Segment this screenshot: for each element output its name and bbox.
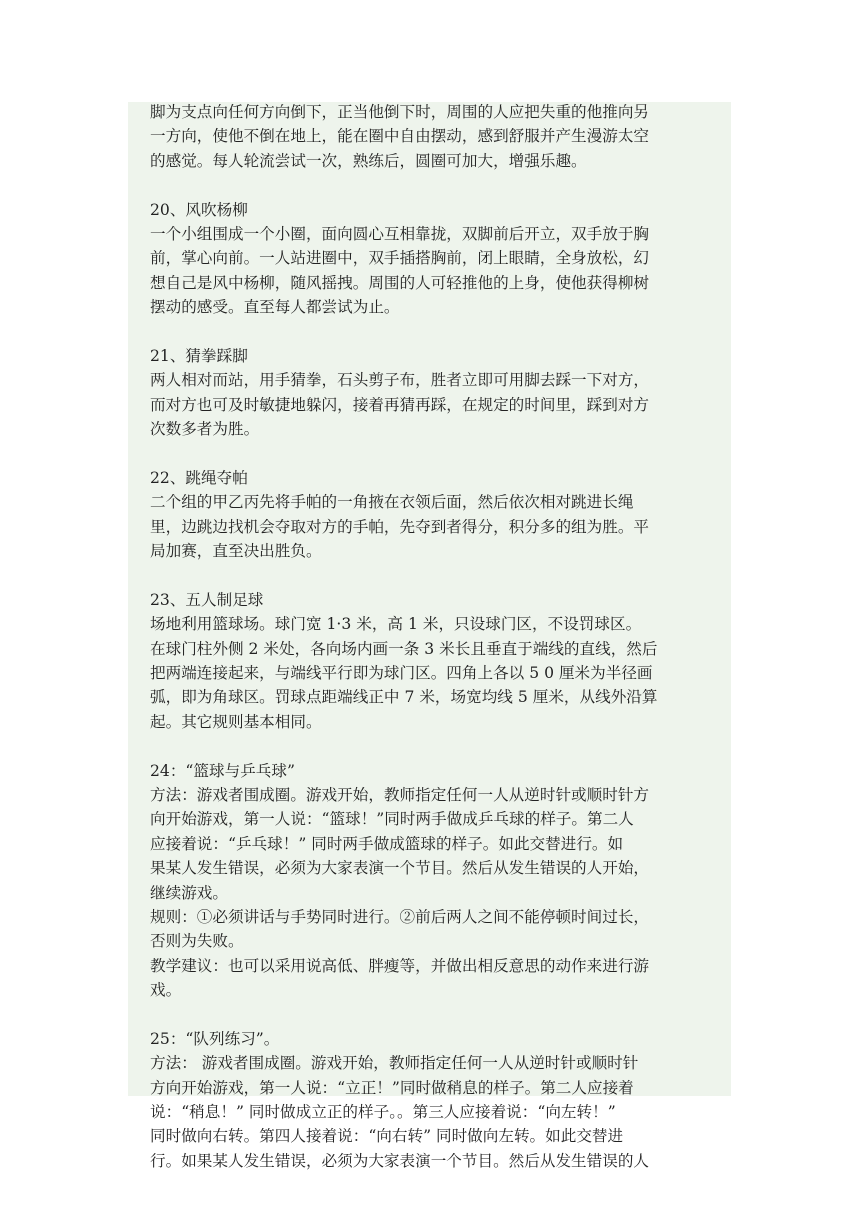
text-line: 21、猜拳踩脚 [150, 346, 248, 365]
text-line: 一方向，使他不倒在地上，能在圈中自由摆动，感到舒服并产生漫游太空 [150, 127, 650, 146]
text-line: 次数多者为胜。 [150, 420, 260, 439]
text-line: 前，掌心向前。一人站进圈中，双手插搭胸前，闭上眼睛，全身放松，幻 [150, 249, 650, 268]
text-line: 而对方也可及时敏捷地躲闪，接着再猜再踩，在规定的时间里，踩到对方 [150, 395, 650, 414]
text-line: 在球门柱外侧 2 米处，各向场内画一条 3 米长且垂直于端线的直线，然后 [150, 639, 658, 658]
text-line: 25：“队列练习”。 [150, 1029, 280, 1048]
text-line: 起。其它规则基本相同。 [150, 712, 322, 731]
text-line: 继续游戏。 [150, 883, 228, 902]
text-line: 22、跳绳夺帕 [150, 468, 248, 487]
text-line: 摆动的感受。直至每人都尝试为止。 [150, 298, 400, 317]
text-line: 果某人发生错误，必须为大家表演一个节目。然后从发生错误的人开始， [150, 859, 650, 878]
text-line: 场地利用篮球场。球门宽 1·3 米，高 1 米，只设球门区，不设罚球区。 [150, 615, 642, 634]
text-line: 23、五人制足球 [150, 590, 264, 609]
text-line: 否则为失败。 [150, 932, 244, 951]
text-line: 的感觉。每人轮流尝试一次，熟练后，圆圈可加大，增强乐趣。 [150, 151, 587, 170]
blank-line [150, 441, 722, 465]
text-line: 同时做向右转。第四人接着说：“向右转” 同时做向左转。如此交替进 [150, 1127, 624, 1146]
text-line: 方向开始游戏，第一人说：“立正！”同时做稍息的样子。第二人应接着 [150, 1078, 634, 1097]
text-line: 二个组的甲乙丙先将手帕的一角掖在衣领后面，然后依次相对跳进长绳 [150, 493, 634, 512]
blank-line [150, 1002, 722, 1026]
text-line: 方法： 游戏者围成圈。游戏开始，教师指定任何一人从逆时针或顺时针 [150, 1054, 639, 1073]
text-line: 想自己是风中杨柳，随风摇拽。周围的人可轻推他的上身，使他获得柳树 [150, 273, 650, 292]
text-line: 一个小组围成一个小圈，面向圆心互相靠拢，双脚前后开立，双手放于胸 [150, 224, 650, 243]
text-line: 戏。 [150, 981, 182, 1000]
text-line: 规则：①必须讲话与手势同时进行。②前后两人之间不能停顿时间过长， [150, 907, 650, 926]
blank-line [150, 320, 722, 344]
blank-line [150, 173, 722, 197]
text-line: 应接着说：“乒乓球！” 同时两手做成篮球的样子。如此交替进行。如 [150, 834, 624, 853]
text-line: 向开始游戏，第一人说：“篮球！”同时两手做成乒乓球的样子。第二人 [150, 810, 634, 829]
text-line: 两人相对而站，用手猜拳，石头剪子布，胜者立即可用脚去踩一下对方， [150, 371, 650, 390]
text-line: 说：“稍息！” 同时做成立正的样子。。第三人应接着说：“向左转！” [150, 1103, 616, 1122]
text-line: 脚为支点向任何方向倒下，正当他倒下时，周围的人应把失重的他推向另 [150, 103, 650, 121]
text-line: 教学建议：也可以采用说高低、胖瘦等，并做出相反意思的动作来进行游 [150, 956, 650, 975]
text-line: 弧，即为角球区。罚球点距端线正中 7 米，场宽均线 5 厘米，从线外沿算 [150, 688, 658, 707]
blank-line [150, 734, 722, 758]
text-line: 把两端连接起来，与端线平行即为球门区。四角上各以 5 0 厘米为半径画 [150, 663, 653, 682]
text-line: 方法：游戏者围成圈。游戏开始，教师指定任何一人从逆时针或顺时针方 [150, 785, 650, 804]
text-line: 局加赛，直至决出胜负。 [150, 542, 322, 561]
document-page [128, 102, 731, 1170]
text-line: 24：“篮球与乒乓球” [150, 761, 295, 780]
text-line: 里，边跳边找机会夺取对方的手帕，先夺到者得分，积分多的组为胜。平 [150, 517, 650, 536]
document-body [150, 100, 722, 1173]
text-line: 20、风吹杨柳 [150, 200, 248, 219]
blank-line [150, 563, 722, 587]
text-line: 行。如果某人发生错误，必须为大家表演一个节目。然后从发生错误的人 [150, 1151, 650, 1170]
